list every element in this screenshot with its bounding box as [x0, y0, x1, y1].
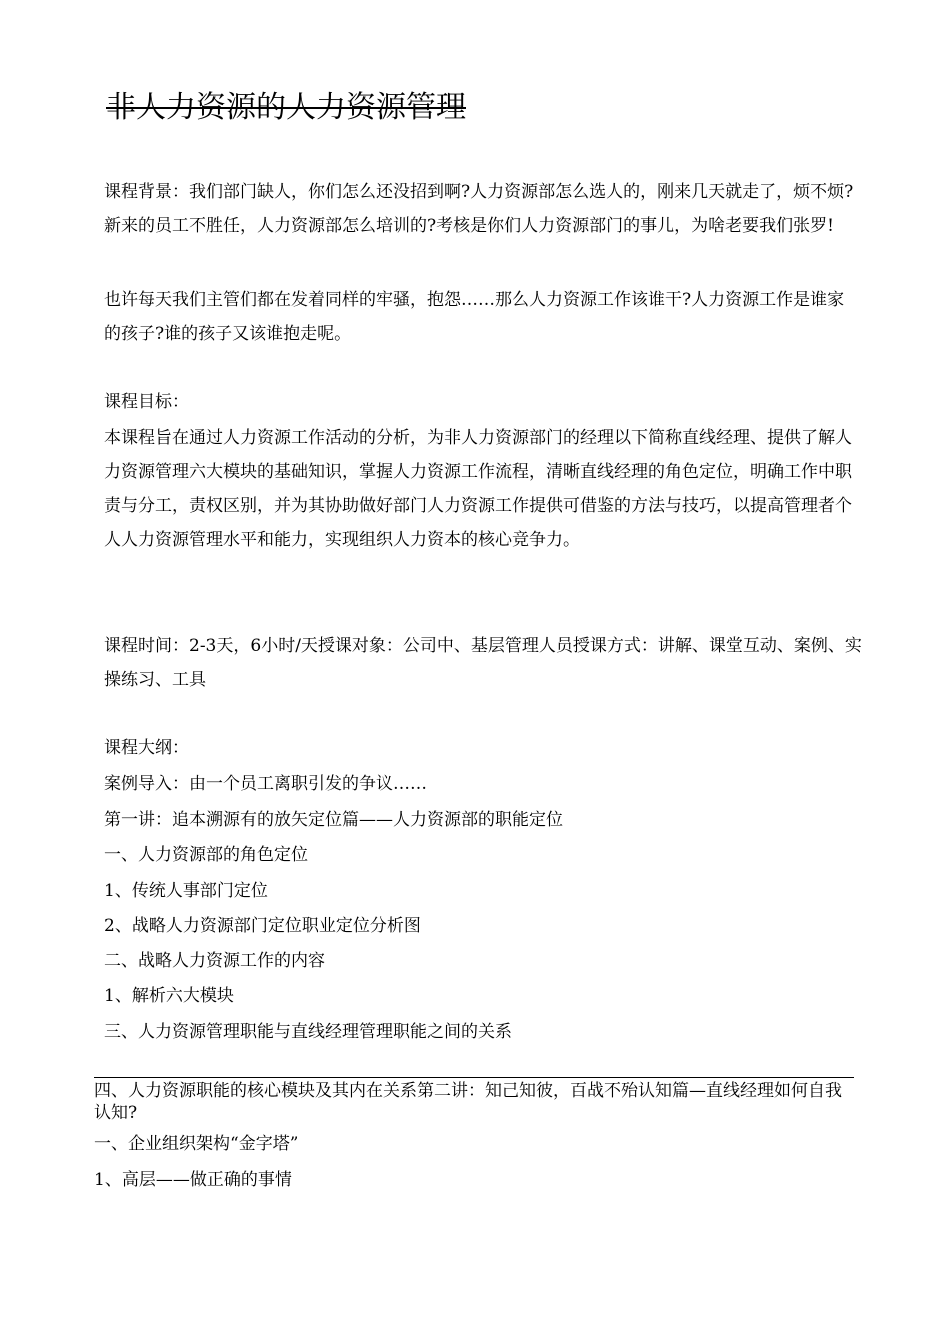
outline-item: 三、人力资源管理职能与直线经理管理职能之间的关系: [104, 1022, 512, 1042]
outline-item: 1、解析六大模块: [104, 986, 234, 1006]
outline-item: 2、战略人力资源部门定位职业定位分析图: [104, 916, 421, 936]
goal-heading: 课程目标：: [104, 392, 189, 412]
outline-item: 一、人力资源部的角色定位: [104, 845, 308, 865]
document-title: 非人力资源的人力资源管理: [106, 90, 466, 125]
top-level-item: 1、高层——做正确的事情: [94, 1170, 292, 1190]
background-paragraph-1: 课程背景：我们部门缺人，你们怎么还没招到啊?人力资源部怎么选人的，刚来几天就走了，烦不烦?新来的员工不胜任，人力资源部怎么培训的?考核是你们人力资源部门的事儿，为啥老要我们张罗!: [104, 182, 854, 236]
course-time-info: 课程时间：2-3天，6小时/天授课对象：公司中、基层管理人员授课方式：讲解、课堂互动、案例、实操练习、工具: [104, 636, 862, 690]
outline-item: 案例导入：由一个员工离职引发的争议……: [104, 774, 427, 794]
goal-body: 本课程旨在通过人力资源工作活动的分析，为非人力资源部门的经理以下简称直线经理、提供了解人力资源管理六大模块的基础知识，掌握人力资源工作流程，清晰直线经理的角色定位，明确工作中职责与分工，责权区别，并为其协助做好部门人力资源工作提供可借鉴的方法与技巧，以提高管理者个人人力资源管理水平和能力，实现组织人力资本的核心竞争力。: [104, 428, 852, 550]
outline-item: 二、战略人力资源工作的内容: [104, 951, 325, 971]
background-paragraph-2: 也许每天我们主管们都在发着同样的牢骚，抱怨……那么人力资源工作该谁干?人力资源工作是谁家的孩子?谁的孩子又该谁抱走呢。: [104, 290, 845, 344]
outline-heading: 课程大纲：: [104, 738, 189, 758]
outline-item: 第一讲：追本溯源有的放矢定位篇——人力资源部的职能定位: [104, 810, 563, 830]
section-divider: [94, 1077, 854, 1078]
outline-item: 1、传统人事部门定位: [104, 881, 268, 901]
section-four-paragraph: 四、人力资源职能的核心模块及其内在关系第二讲：知己知彼，百战不殆认知篇—直线经理如何自我认知?: [94, 1081, 842, 1123]
pyramid-heading: 一、企业组织架构“金字塔”: [94, 1134, 299, 1154]
